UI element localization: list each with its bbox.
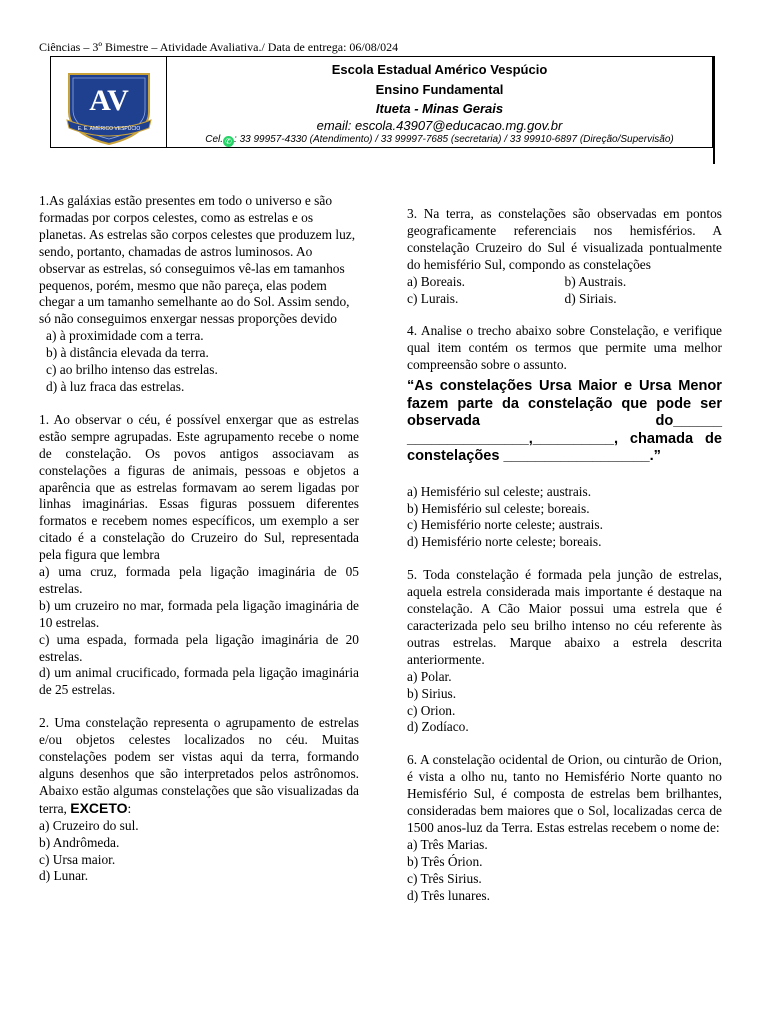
option[interactable]: b) Três Órion. xyxy=(407,853,483,869)
question-3 xyxy=(407,206,722,307)
option[interactable]: c) ao brilho intenso das estrelas. xyxy=(46,362,218,378)
option[interactable]: a) Polar. xyxy=(407,668,452,684)
option[interactable]: d) Siriais. xyxy=(564,290,617,306)
school-header xyxy=(50,56,713,148)
question-text: 5. Toda constelação é formada pela junção de estrelas, aquela estrela considerada mais importante é destaque na constelação. A Cão Maior possui uma estrela que é caracterizada pelo seu brilho intenso no céu referente às outras estrelas. Marque abaixo a estrela descrita anteriormente. xyxy=(407,567,722,667)
right-column xyxy=(407,206,722,921)
option[interactable]: c) uma espada, formada pela ligação imaginária de 20 estrelas. xyxy=(39,631,359,664)
school-email: email: escola.43907@educacao.mg.gov.br xyxy=(316,118,563,133)
question-text: 4. Analise o trecho abaixo sobre Constelação, e verifique qual item contém os termos que permite uma melhor compreensão sobre o assunto. xyxy=(407,323,722,373)
options-row xyxy=(407,274,722,291)
school-city: Itueta - Minas Gerais xyxy=(375,101,504,116)
option[interactable]: b) à distância elevada da terra. xyxy=(46,345,209,361)
question-4 xyxy=(407,323,722,551)
option[interactable]: d) Lunar. xyxy=(39,868,89,884)
option[interactable]: a) Hemisfério sul celeste; austrais. xyxy=(407,483,592,499)
option[interactable]: a) Três Marias. xyxy=(407,836,488,852)
page-header-line: Ciências – 3º Bimestre – Atividade Avaliativa./ Data de entrega: 06/08/024 xyxy=(39,40,399,54)
option[interactable]: d) Zodíaco. xyxy=(407,719,469,735)
logo-ribbon-text: E. E. AMÉRICO VESPÚCIO xyxy=(77,126,141,132)
school-name: Escola Estadual Américo Vespúcio xyxy=(331,62,548,77)
exceto-emphasis: EXCETO xyxy=(70,799,128,816)
question-quote: “As constelações Ursa Maior e Ursa Menor fazem parte da constelação que pode ser observada do______ _______________,__________, chamada de constelações __________________.” xyxy=(407,378,722,465)
option[interactable]: b) Austrais. xyxy=(564,273,627,289)
option[interactable]: a) uma cruz, formada pela ligação imaginária de 05 estrelas. xyxy=(39,564,359,596)
question-text: 6. A constelação ocidental de Orion, ou cinturão de Orion, é vista a olho nu, tanto no Hemisfério Norte quanto no Hemisfério Sul, é composta de estrelas bem brilhantes, consideradas bem maiores que o Sol, localizadas cerca de 1500 anos-luz da Terra. Estas estrelas recebem o nome de: xyxy=(407,752,722,835)
question-1b xyxy=(39,412,359,699)
school-phones xyxy=(167,134,712,147)
option[interactable]: b) Hemisfério sul celeste; boreais. xyxy=(407,500,590,516)
option[interactable]: c) Hemisfério norte celeste; austrais. xyxy=(407,517,603,533)
option[interactable]: a) Cruzeiro do sul. xyxy=(39,817,139,833)
question-body: 2. Uma constelação representa o agrupamento de estrelas e/ou objetos celestes localizados no céu. Muitas constelações podem ser vistas aqui da terra, formando alguns desenhos que são interpretados pelos astrônomos. Abaixo estão algumas constelações que são visualizadas da terra, xyxy=(39,715,359,816)
header-divider xyxy=(713,56,715,164)
whatsapp-icon: ✆ xyxy=(223,136,234,147)
option[interactable]: a) à proximidade com a terra. xyxy=(46,328,204,344)
question-text: 1.As galáxias estão presentes em todo o universo e são formadas por corpos celestes, como as estrelas e os planetas. As estrelas são corpos celestes que produzem luz, sendo, portanto, chamadas de astros luminosos. Ao observar as estrelas, só conseguimos vê-las em tamanhos pequenos, porém, mesmo que não pareça, elas podem chegar a um tamanho semelhante ao do Sol. Assim sendo, só não conseguimos enxergar nessas proporções devido xyxy=(39,193,356,327)
school-info xyxy=(167,57,712,147)
school-level: Ensino Fundamental xyxy=(375,82,504,97)
question-6 xyxy=(407,752,722,904)
option[interactable]: c) Lurais. xyxy=(407,290,459,306)
option[interactable]: b) um cruzeiro no mar, formada pela ligação imaginária de 10 estrelas. xyxy=(39,597,359,630)
logo-cell xyxy=(51,57,167,147)
option[interactable]: c) Três Sirius. xyxy=(407,870,482,886)
option[interactable]: b) Sirius. xyxy=(407,685,457,701)
phone-label: Cel. xyxy=(205,134,224,145)
left-column xyxy=(39,193,359,901)
options-row xyxy=(407,291,722,308)
option[interactable]: d) um animal crucificado, formada pela ligação imaginária de 25 estrelas. xyxy=(39,665,359,698)
question-text xyxy=(39,715,359,817)
question-5 xyxy=(407,567,722,736)
question-2 xyxy=(39,715,359,885)
question-text: 1. Ao observar o céu, é possível enxergar que as estrelas estão sempre agrupadas. Este agrupamento recebe o nome de constelação. Os povos antigos associavam as constelações a figuras de animais, pessoas e objetos a aparência que as estrelas formavam ao serem ligadas por linhas imaginárias. Essas figuras possuem diferentes formatos e recebem nomes específicos, um exemplo a ser citado é a constelação do Cruzeiro do Sul, representada pela figura que lembra xyxy=(39,411,359,563)
option[interactable]: a) Boreais. xyxy=(407,273,466,289)
school-logo xyxy=(63,70,155,146)
option[interactable]: c) Ursa maior. xyxy=(39,851,116,867)
question-colon: : xyxy=(127,800,132,816)
logo-initials: AV xyxy=(89,84,129,117)
option[interactable]: d) Hemisfério norte celeste; boreais. xyxy=(407,534,602,550)
option[interactable]: c) Orion. xyxy=(407,702,456,718)
option[interactable]: d) Três lunares. xyxy=(407,887,490,903)
option[interactable]: d) à luz fraca das estrelas. xyxy=(46,378,185,394)
phone-numbers: : 33 99957-4330 (Atendimento) / 33 99997-7685 (secretaria) / 33 99910-6897 (Direção/Supervisão) xyxy=(234,134,674,145)
option[interactable]: b) Andrômeda. xyxy=(39,834,120,850)
question-text: 3. Na terra, as constelações são observadas em pontos geograficamente referenciais nos hemisférios. A constelação Cruzeiro do Sul é visualizada pontualmente do hemisfério Sul, compondo as constelações xyxy=(407,206,722,272)
question-1a xyxy=(39,193,359,396)
